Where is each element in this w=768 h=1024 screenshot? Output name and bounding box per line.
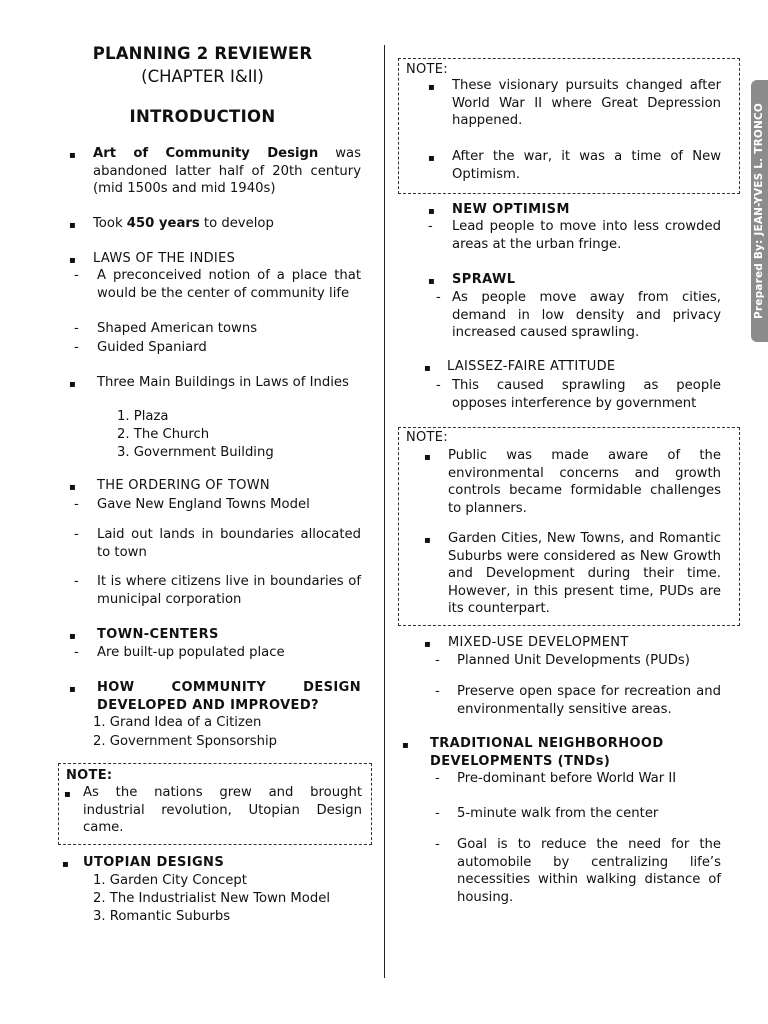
bullet-marker: ▪: [428, 153, 435, 164]
art-paragraph: [93, 145, 361, 198]
bullet-marker: ▪: [69, 220, 76, 231]
three-buildings-item: 1. Plaza: [117, 409, 169, 424]
note-label: NOTE:: [406, 62, 448, 77]
dash-marker: -: [435, 684, 440, 699]
bullet-marker: ▪: [424, 535, 431, 546]
laws-item: Guided Spaniard: [97, 340, 207, 355]
three-buildings-text: Three Main Buildings in Laws of Indies: [97, 375, 349, 390]
bullet-marker: ▪: [428, 276, 435, 287]
dash-marker: -: [436, 290, 441, 305]
bullet-marker: ▪: [424, 452, 431, 463]
author-side-tab-text-wrap: [751, 80, 768, 342]
note-text: As the nations grew and brought industrial revolution, Utopian Design came.: [83, 785, 362, 835]
bullet-marker: ▪: [69, 379, 76, 390]
bullet-marker: ▪: [69, 684, 76, 695]
dash-marker: -: [74, 574, 79, 589]
how-item: 2. Government Sponsorship: [93, 734, 278, 749]
utopian-title: UTOPIAN DESIGNS: [83, 855, 225, 870]
tnd-item: Goal is to reduce the need for the automobile by centralizing life’s necessities within walking distance of housing.: [457, 837, 721, 905]
dash-marker: -: [74, 340, 79, 355]
bullet-marker: ▪: [69, 631, 76, 642]
sprawl-title: SPRAWL: [452, 272, 516, 287]
bullet-marker: ▪: [64, 789, 71, 800]
utopian-item: 1. Garden City Concept: [93, 873, 247, 888]
document-title: PLANNING 2 REVIEWER: [92, 44, 313, 63]
tnd-item: 5-minute walk from the center: [457, 806, 659, 821]
laws-title: LAWS OF THE INDIES: [93, 251, 236, 266]
ordering-title: THE ORDERING OF TOWN: [97, 478, 270, 493]
town-centers-title: TOWN-CENTERS: [97, 627, 219, 642]
bullet-marker: ▪: [428, 82, 435, 93]
dash-marker: -: [74, 527, 79, 542]
ordering-item: Laid out lands in boundaries allocated to town: [97, 527, 361, 560]
column-divider: [384, 45, 385, 978]
took-paragraph: [93, 215, 361, 233]
laissez-item: This caused sprawling as people opposes interference by government: [452, 378, 721, 411]
utopian-item: 2. The Industrialist New Town Model: [93, 891, 331, 906]
bullet-marker: ▪: [62, 859, 69, 870]
bullet-marker: ▪: [69, 255, 76, 266]
note-item: Public was made aware of the environmental concerns and growth controls became formidable challenges to planners.: [448, 448, 721, 516]
three-buildings-item: 2. The Church: [117, 427, 210, 442]
dash-marker: -: [435, 653, 440, 668]
bullet-marker: ▪: [69, 482, 76, 493]
mixed-use-item: Preserve open space for recreation and environmentally sensitive areas.: [457, 684, 721, 717]
new-optimism-item: Lead people to move into less crowded areas at the urban fringe.: [452, 219, 721, 252]
note-item: Garden Cities, New Towns, and Romantic Suburbs were considered as New Growth and Development during their time. However, in this present time, PUDs are its counterpart.: [448, 531, 721, 616]
laws-item: Shaped American towns: [97, 321, 258, 336]
note-label: NOTE:: [406, 430, 448, 445]
laws-item: A preconceived notion of a place that would be the center of community life: [97, 268, 361, 301]
took-pre: Took: [93, 216, 127, 231]
dash-marker: -: [435, 837, 440, 852]
section-heading: INTRODUCTION: [129, 107, 276, 126]
bullet-marker: ▪: [69, 150, 76, 161]
utopian-item: 3. Romantic Suburbs: [93, 909, 231, 924]
note-label: NOTE:: [66, 768, 113, 783]
mixed-use-title: MIXED-USE DEVELOPMENT: [448, 635, 629, 650]
note-item: After the war, it was a time of New Optimism.: [452, 149, 721, 182]
took-bold: 450 years: [126, 216, 200, 231]
dash-marker: -: [74, 497, 79, 512]
dash-marker: -: [74, 268, 79, 283]
how-item: 1. Grand Idea of a Citizen: [93, 715, 262, 730]
ordering-item: It is where citizens live in boundaries of municipal corporation: [97, 574, 361, 607]
dash-marker: -: [428, 219, 433, 234]
laissez-title: LAISSEZ-FAIRE ATTITUDE: [447, 359, 616, 374]
document-subtitle: (CHAPTER I&II): [141, 67, 264, 86]
how-title: HOW COMMUNITY DESIGN DEVELOPED AND IMPROVED?: [97, 680, 361, 713]
bullet-marker: ▪: [424, 639, 431, 650]
art-text: was abandoned latter half of 20th century (mid 1500s and mid 1940s): [93, 146, 361, 196]
art-term: Art of Community Design: [93, 146, 319, 161]
new-optimism-title: NEW OPTIMISM: [452, 202, 570, 217]
ordering-item: Gave New England Towns Model: [97, 497, 310, 512]
dash-marker: -: [435, 771, 440, 786]
dash-marker: -: [74, 645, 79, 660]
bullet-marker: ▪: [424, 363, 431, 374]
note-item: These visionary pursuits changed after World War II where Great Depression happened.: [452, 78, 721, 128]
bullet-marker: ▪: [428, 206, 435, 217]
bullet-marker: ▪: [402, 740, 409, 751]
three-buildings-item: 3. Government Building: [117, 445, 274, 460]
dash-marker: -: [74, 321, 79, 336]
mixed-use-item: Planned Unit Developments (PUDs): [457, 653, 690, 668]
tnd-item: Pre-dominant before World War II: [457, 771, 677, 786]
dash-marker: -: [435, 806, 440, 821]
tnd-title: TRADITIONAL NEIGHBORHOOD DEVELOPMENTS (TNDs): [430, 736, 664, 769]
town-centers-item: Are built-up populated place: [97, 645, 285, 660]
dash-marker: -: [436, 378, 441, 393]
author-credit: Prepared By: JEAN-YVES L. TRONCO: [753, 102, 766, 320]
sprawl-item: As people move away from cities, demand in low density and privacy increased caused sprawling.: [452, 290, 721, 340]
took-post: to develop: [199, 216, 274, 231]
